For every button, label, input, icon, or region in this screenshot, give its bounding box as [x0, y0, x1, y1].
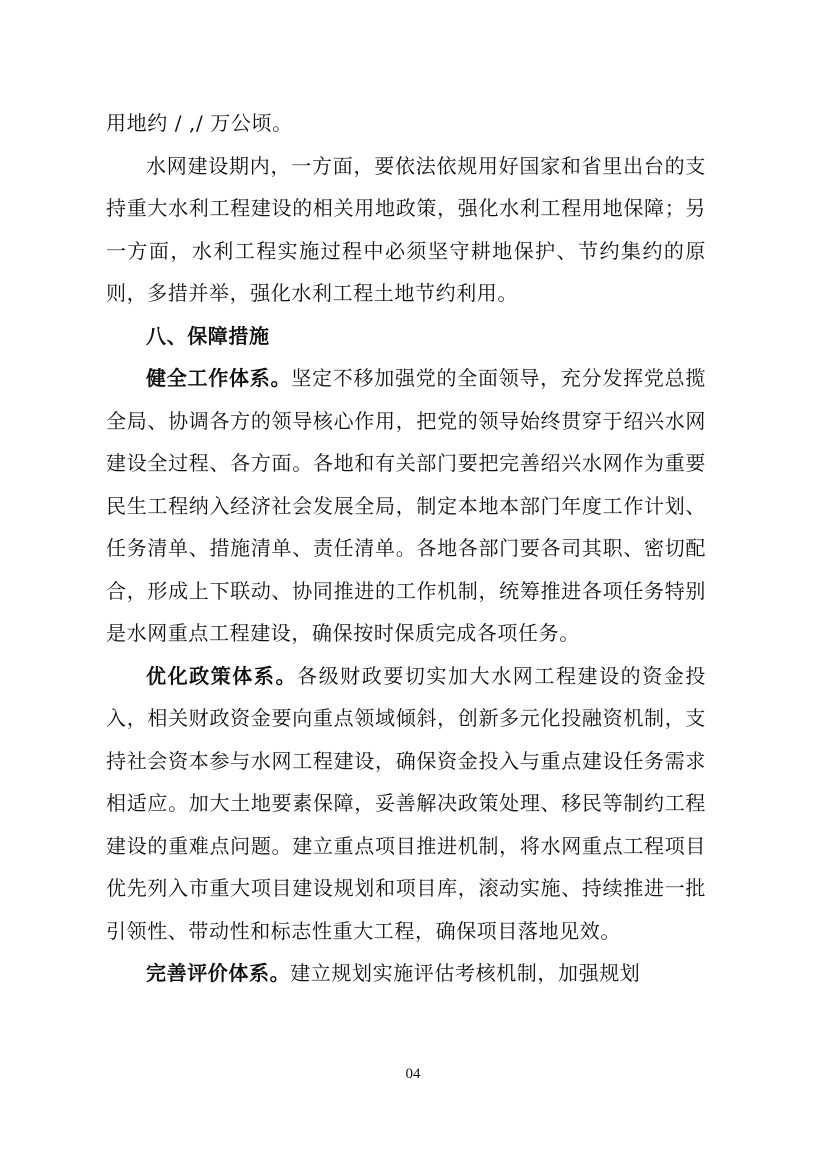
paragraph-text: 水网建设期内，一方面，要依法依规用好国家和省里出台的支持重大水利工程建设的相关用地政策，强化水利工程用地保障；另一方面，水利工程实施过程中必须坚守耕地保护、节约集约的原则，多措并举，强化水利工程土地节约利用。: [106, 153, 706, 305]
document-body: [106, 102, 706, 995]
paragraph-lead: 完善评价体系。: [146, 961, 291, 985]
paragraph-policy-system: [106, 655, 706, 953]
paragraph-land-use-tail: [106, 102, 706, 145]
paragraph-lead: 健全工作体系。: [146, 366, 292, 390]
paragraph-evaluation-system: [106, 952, 706, 995]
paragraph-lead: 优化政策体系。: [146, 663, 298, 688]
paragraph-text: 用地约 / ,/ 万公顷。: [106, 111, 293, 135]
page-number: 04: [405, 1066, 421, 1082]
paragraph-text: 建立规划实施评估考核机制，加强规划: [290, 961, 641, 985]
paragraph-land-policy: [106, 145, 706, 315]
section-heading-safeguards: 八、保障措施: [146, 323, 270, 348]
paragraph-work-system: [106, 357, 706, 655]
paragraph-text: 坚定不移加强党的全面领导，充分发挥党总揽全局、协调各方的领导核心作用，把党的领导始终贯穿于绍兴水网建设全过程、各方面。各地和有关部门要把完善绍兴水网作为重要民生工程纳入经济社会发展全局，制定本地本部门年度工作计划、任务清单、措施清单、责任清单。各地各部门要各司其职、密切配合，形成上下联动、协同推进的工作机制，统筹推进各项任务特别是水网重点工程建设，确保按时保质完成各项任务。: [106, 366, 707, 645]
paragraph-text: 各级财政要切实加大水网工程建设的资金投入，相关财政资金要向重点领域倾斜，创新多元化投融资机制，支持社会资本参与水网工程建设，确保资金投入与重点建设任务需求相适应。加大土地要素保障，妥善解决政策处理、移民等制约工程建设的重难点问题。建立重点项目推进机制，将水网重点工程项目优先列入市重大项目建设规划和项目库，滚动实施、持续推进一批引领性、带动性和标志性重大工程，确保项目落地见效。: [106, 663, 706, 943]
